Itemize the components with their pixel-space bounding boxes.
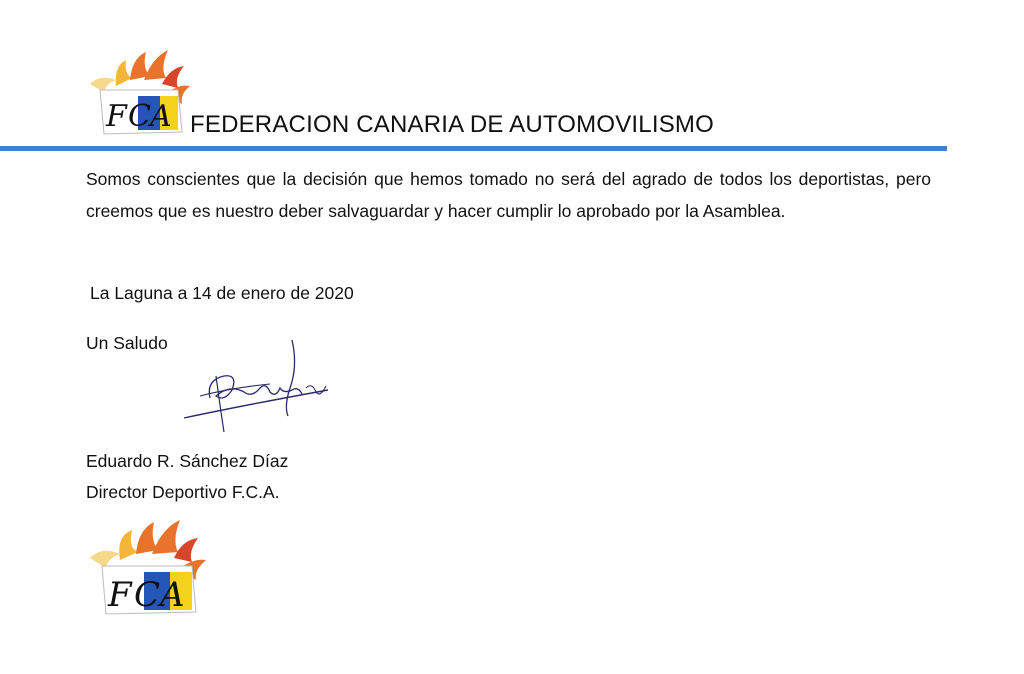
signer-name: Eduardo R. Sánchez Díaz xyxy=(86,451,289,471)
svg-text:A: A xyxy=(150,99,172,134)
header-divider xyxy=(0,146,947,151)
svg-text:C: C xyxy=(134,575,161,615)
handwritten-signature xyxy=(180,336,340,436)
closing-greeting: Un Saludo xyxy=(86,333,168,353)
fca-logo-header xyxy=(86,46,192,136)
place-and-date: La Laguna a 14 de enero de 2020 xyxy=(90,283,354,303)
svg-text:C: C xyxy=(128,99,151,134)
fca-logo-footer xyxy=(86,516,208,616)
svg-text:F: F xyxy=(108,575,132,615)
signer-role: Director Deportivo F.C.A. xyxy=(86,482,280,502)
svg-text:F: F xyxy=(106,99,127,134)
svg-text:A: A xyxy=(160,575,185,615)
letter-body-paragraph: Somos conscientes que la decisión que hemos tomado no será del agrado de todos los deportistas, pero creemos que es nuestro deber salvaguardar y hacer cumplir lo aprobado por la Asamblea. xyxy=(86,169,931,221)
organization-title: FEDERACION CANARIA DE AUTOMOVILISMO xyxy=(190,111,714,138)
